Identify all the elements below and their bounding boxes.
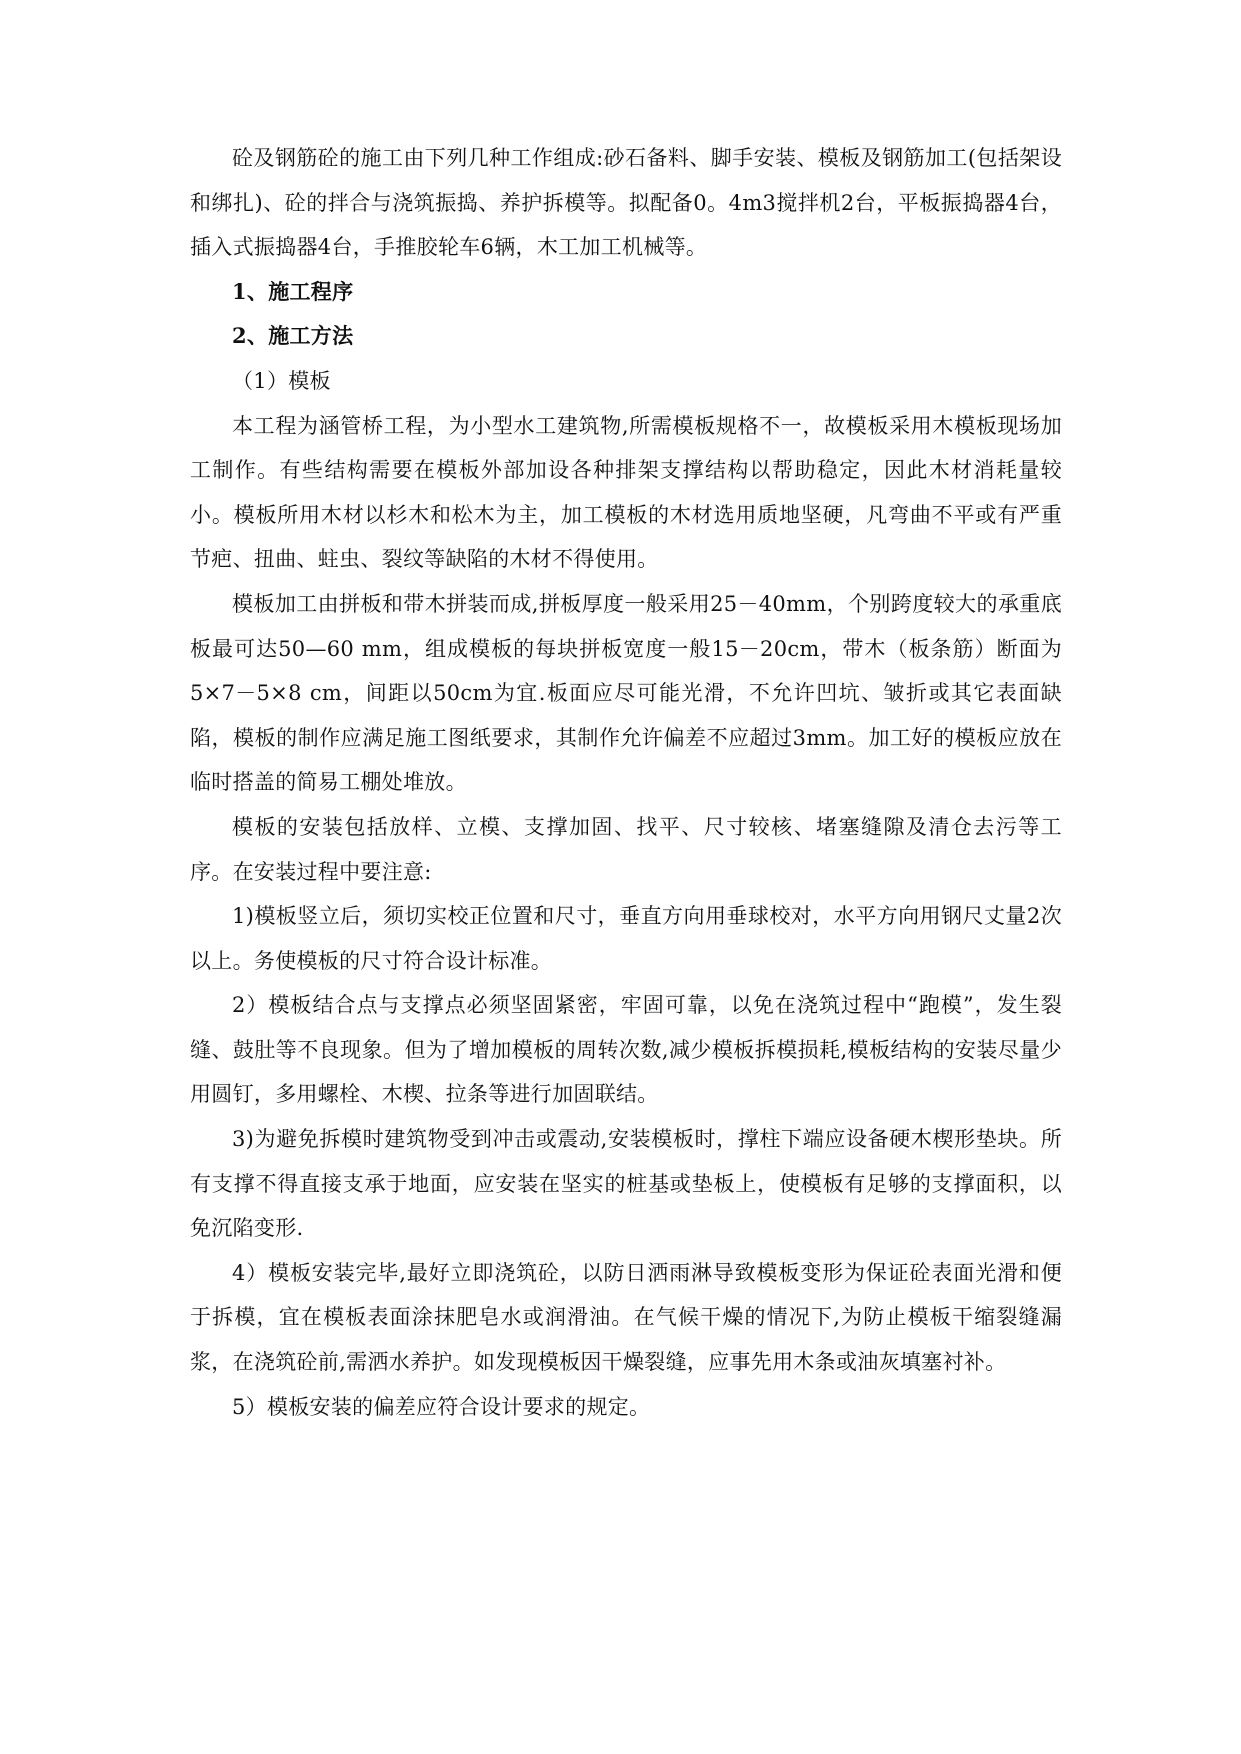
heading-construction-procedure: 1、施工程序 — [232, 278, 354, 304]
document-body — [190, 136, 1062, 1429]
list-item-1: 1)模板竖立后，须切实校正位置和尺寸，垂直方向用垂球校对，水平方向用钢尺丈量2次以上。务使模板的尺寸符合设计标准。 — [190, 904, 1062, 973]
paragraph-formwork-material: 本工程为涵管桥工程，为小型水工建筑物,所需模板规格不一，故模板采用木模板现场加工制作。有些结构需要在模板外部加设各种排架支撑结构以帮助稳定，因此木材消耗量较小。模板所用木材以杉木和松木为主，加工模板的木材选用质地坚硬，凡弯曲不平或有严重节疤、扭曲、蛀虫、裂纹等缺陷的木材不得使用。 — [190, 413, 1062, 572]
subheading-formwork: （1）模板 — [232, 368, 331, 393]
paragraph-formwork-installation: 模板的安装包括放样、立模、支撑加固、找平、尺寸较核、堵塞缝隙及清仓去污等工序。在安装过程中要注意: — [190, 814, 1062, 884]
heading-construction-method: 2、施工方法 — [232, 323, 354, 349]
list-item-4: 4）模板安装完毕,最好立即浇筑砼，以防日洒雨淋导致模板变形为保证砼表面光滑和便于拆模，宜在模板表面涂抹肥皂水或润滑油。在气候干燥的情况下,为防止模板干缩裂缝漏浆，在浇筑砼前,需洒水养护。如发现模板因干燥裂缝，应事先用木条或油灰填塞衬补。 — [190, 1260, 1062, 1375]
list-item-5: 5）模板安装的偏差应符合设计要求的规定。 — [232, 1394, 651, 1419]
paragraph-concrete-work: 砼及钢筋砼的施工由下列几种工作组成:砂石备料、脚手安装、模板及钢筋加工(包括架设和绑扎)、砼的拌合与浇筑振捣、养护拆模等。拟配备0。4m3搅拌机2台，平板振捣器4台，插入式振捣器4台，手推胶轮车6辆，木工加工机械等。 — [190, 146, 1062, 260]
paragraph-formwork-fabrication: 模板加工由拼板和带木拼装而成,拼板厚度一般采用25－40mm，个别跨度较大的承重底板最可达50—60 mm，组成模板的每块拼板宽度一般15－20cm，带木（板条筋）断面为5×7－5×8 cm，间距以50cm为宜.板面应尽可能光滑，不允许凹坑、皱折或其它表面缺陷，模板的制作应满足施工图纸要求，其制作允许偏差不应超过3mm。加工好的模板应放在临时搭盖的简易工棚处堆放。 — [190, 591, 1062, 795]
list-item-2: 2）模板结合点与支撑点必须坚固紧密，牢固可靠，以免在浇筑过程中“跑模”，发生裂缝、鼓肚等不良现象。但为了增加模板的周转次数,减少模板拆模损耗,模板结构的安装尽量少用圆钉，多用螺栓、木楔、拉条等进行加固联结。 — [190, 993, 1062, 1107]
list-item-3: 3)为避免拆模时建筑物受到冲击或震动,安装模板时，撑柱下端应设备硬木楔形垫块。所有支撑不得直接支承于地面，应安装在坚实的桩基或垫板上，使模板有足够的支撑面积，以免沉陷变形. — [190, 1127, 1062, 1241]
